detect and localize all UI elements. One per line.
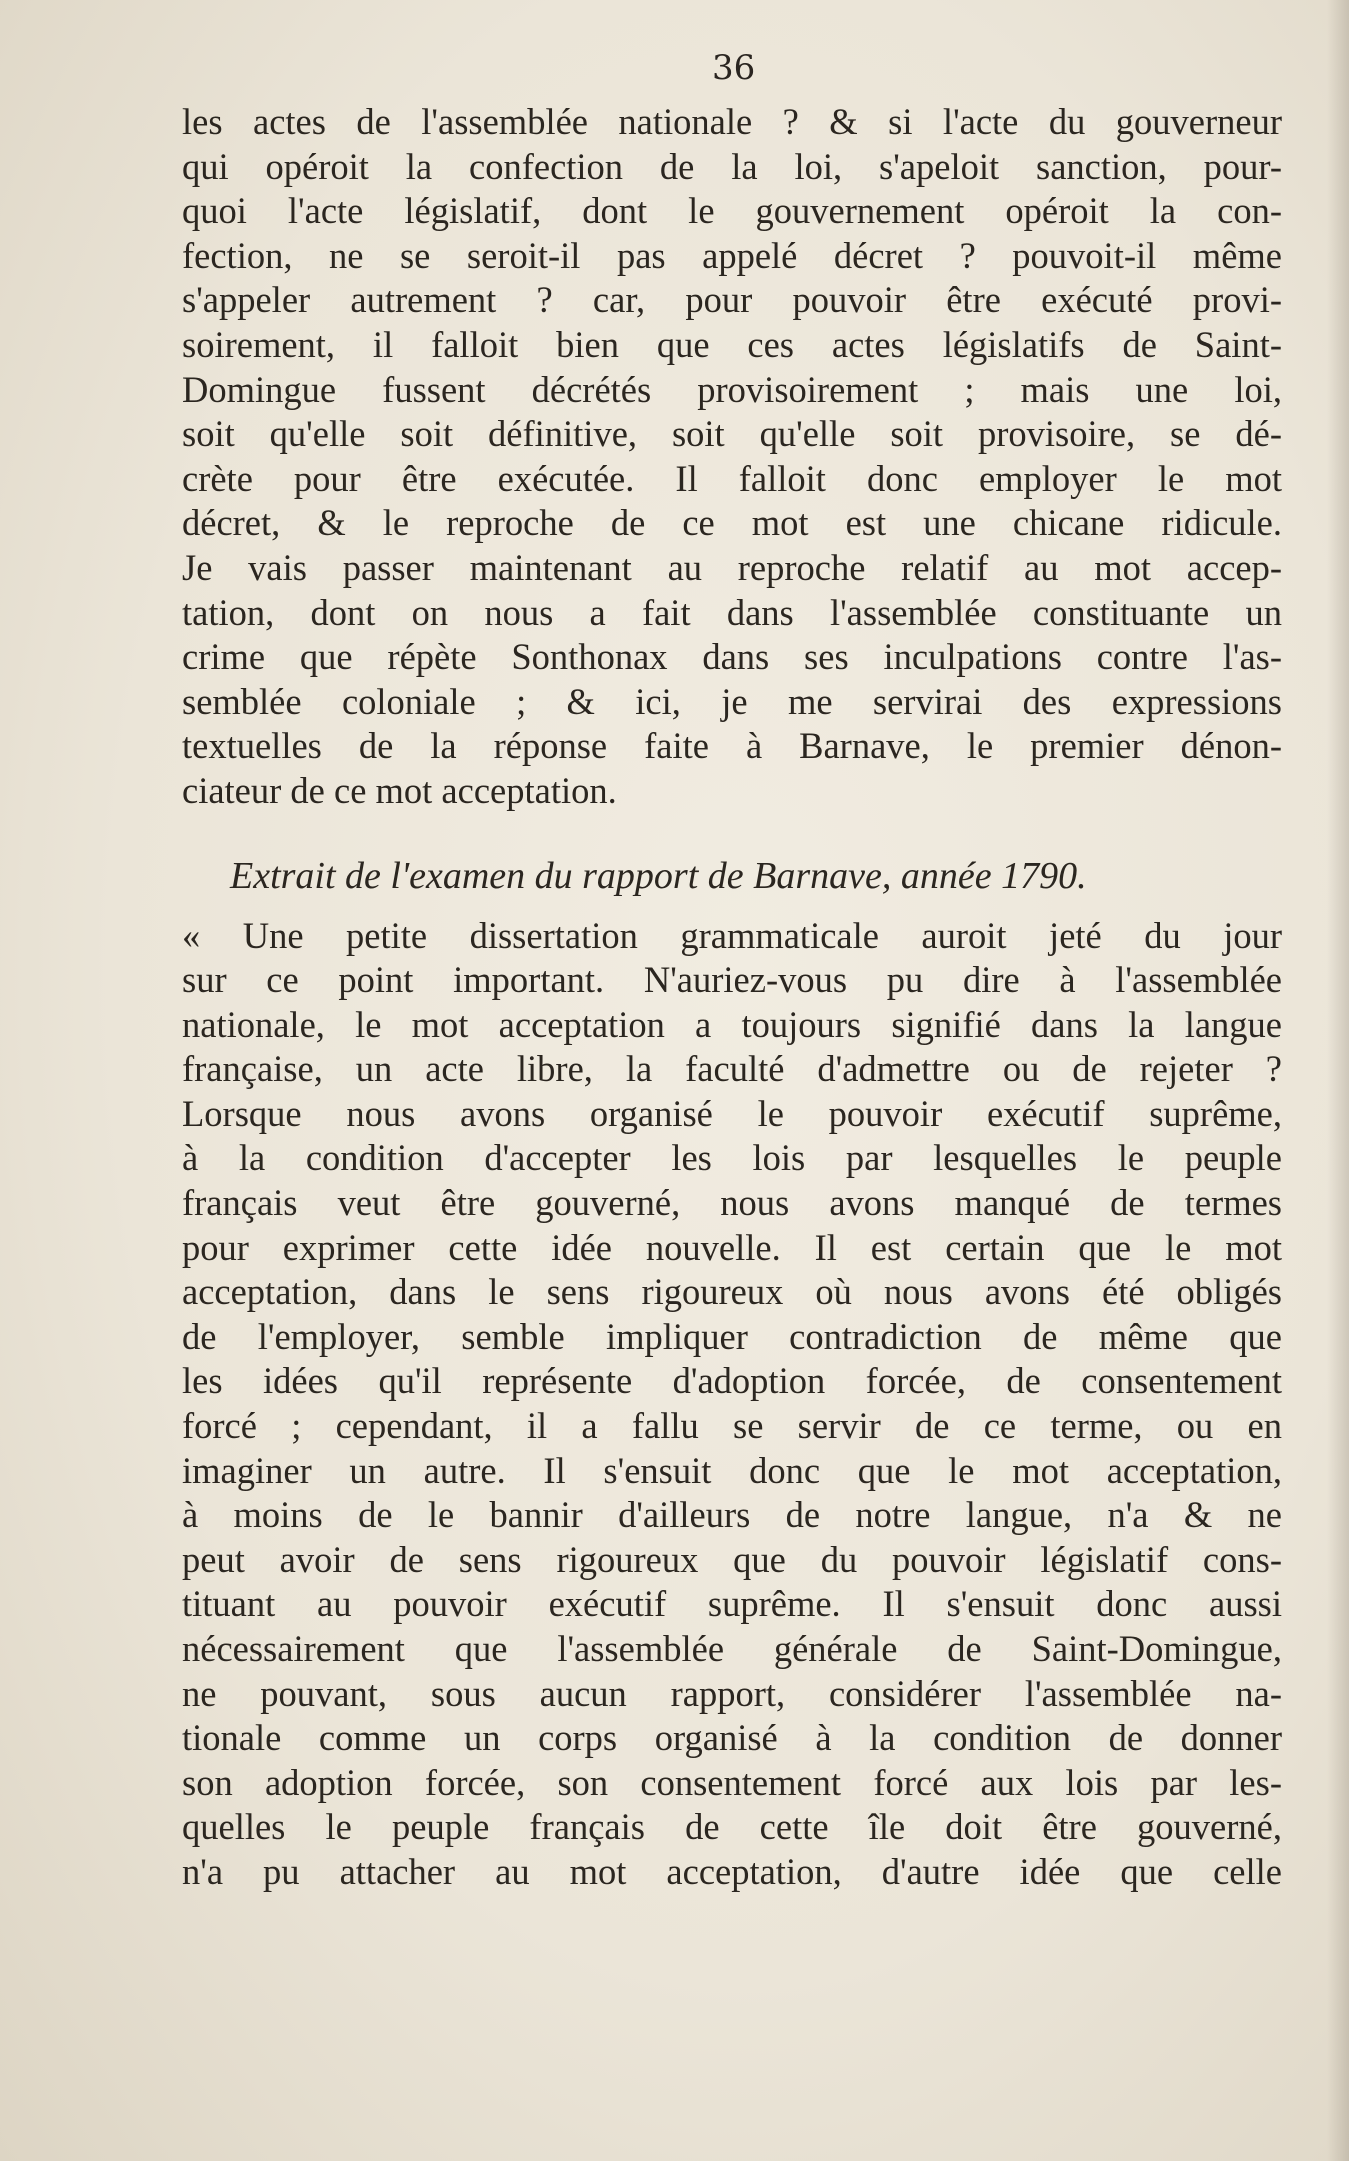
text-line: tituant au pouvoir exécutif suprême. Il s'ensuit donc aussi bbox=[182, 1583, 1282, 1625]
text-line: crète pour être exécutée. Il falloit donc employer le mot bbox=[182, 457, 1282, 499]
text-line: à la condition d'accepter les lois par lesquelles le peuple bbox=[182, 1137, 1282, 1179]
text-line: quoi l'acte législatif, dont le gouvernement opéroit la con- bbox=[182, 190, 1282, 232]
text-line: peut avoir de sens rigoureux que du pouvoir législatif cons- bbox=[182, 1538, 1282, 1580]
text-line: à moins de le bannir d'ailleurs de notre langue, n'a & ne bbox=[182, 1494, 1282, 1536]
text-line: s'appeler autrement ? car, pour pouvoir être exécuté provi- bbox=[182, 279, 1282, 321]
text-line: semblée coloniale ; & ici, je me servirai des expressions bbox=[182, 680, 1282, 722]
text-line: sur ce point important. N'auriez-vous pu dire à l'assemblée bbox=[182, 959, 1282, 1001]
text-line: ne pouvant, sous aucun rapport, considérer l'assemblée na- bbox=[182, 1672, 1282, 1714]
text-line: tionale comme un corps organisé à la condition de donner bbox=[182, 1717, 1282, 1759]
text-line: de l'employer, semble impliquer contradiction de même que bbox=[182, 1315, 1282, 1357]
text-line: tation, dont on nous a fait dans l'assemblée constituante un bbox=[182, 591, 1282, 633]
text-line: Lorsque nous avons organisé le pouvoir exécutif suprême, bbox=[182, 1092, 1282, 1134]
text-line: soirement, il falloit bien que ces actes législatifs de Saint- bbox=[182, 323, 1282, 365]
text-line: les idées qu'il représente d'adoption forcée, de consentement bbox=[182, 1360, 1282, 1402]
paragraph-2 bbox=[182, 546, 1282, 814]
text-line: nationale, le mot acceptation a toujours signifié dans la langue bbox=[182, 1003, 1282, 1045]
text-line: fection, ne se seroit-il pas appelé décret ? pouvoit-il même bbox=[182, 234, 1282, 276]
text-line: français veut être gouverné, nous avons manqué de termes bbox=[182, 1182, 1282, 1224]
page-number: 36 bbox=[712, 48, 756, 88]
text-line: qui opéroit la confection de la loi, s'apeloit sanction, pour- bbox=[182, 145, 1282, 187]
text-line: forcé ; cependant, il a fallu se servir de ce terme, ou en bbox=[182, 1405, 1282, 1447]
body-text bbox=[182, 100, 1282, 1895]
text-line: Domingue fussent décrétés provisoirement ; mais une loi, bbox=[182, 368, 1282, 410]
text-line: française, un acte libre, la faculté d'admettre ou de rejeter ? bbox=[182, 1048, 1282, 1090]
text-line: les actes de l'assemblée nationale ? & si l'acte du gouverneur bbox=[182, 101, 1282, 142]
text-line: quelles le peuple français de cette île doit être gouverné, bbox=[182, 1806, 1282, 1848]
text-line: « Une petite dissertation grammaticale auroit jeté du jour bbox=[182, 914, 1282, 956]
text-line: imaginer un autre. Il s'ensuit donc que le mot acceptation, bbox=[182, 1449, 1282, 1491]
text-line: textuelles de la réponse faite à Barnave, le premier dénon- bbox=[182, 725, 1282, 767]
page-edge-shadow bbox=[1327, 0, 1349, 2161]
text-line: son adoption forcée, son consentement forcé aux lois par les- bbox=[182, 1761, 1282, 1803]
text-line: n'a pu attacher au mot acceptation, d'autre idée que celle bbox=[182, 1850, 1282, 1892]
text-line: pour exprimer cette idée nouvelle. Il est certain que le mot bbox=[182, 1226, 1282, 1268]
paragraph-3-quote bbox=[182, 914, 1282, 1895]
text-line: décret, & le reproche de ce mot est une chicane ridicule. bbox=[182, 502, 1282, 544]
text-line: ciateur de ce mot acceptation. bbox=[182, 769, 617, 811]
text-line: acceptation, dans le sens rigoureux où nous avons été obligés bbox=[182, 1271, 1282, 1313]
text-line: soit qu'elle soit définitive, soit qu'elle soit provisoire, se dé- bbox=[182, 413, 1282, 455]
text-line: nécessairement que l'assemblée générale de Saint-Domingue, bbox=[182, 1628, 1282, 1669]
section-heading: Extrait de l'examen du rapport de Barnave, année 1790. bbox=[230, 854, 1087, 897]
text-line: Je vais passer maintenant au reproche relatif au mot accep- bbox=[182, 546, 1282, 588]
text-line: crime que répète Sonthonax dans ses inculpations contre l'as- bbox=[182, 636, 1282, 678]
paragraph-1 bbox=[182, 100, 1282, 546]
